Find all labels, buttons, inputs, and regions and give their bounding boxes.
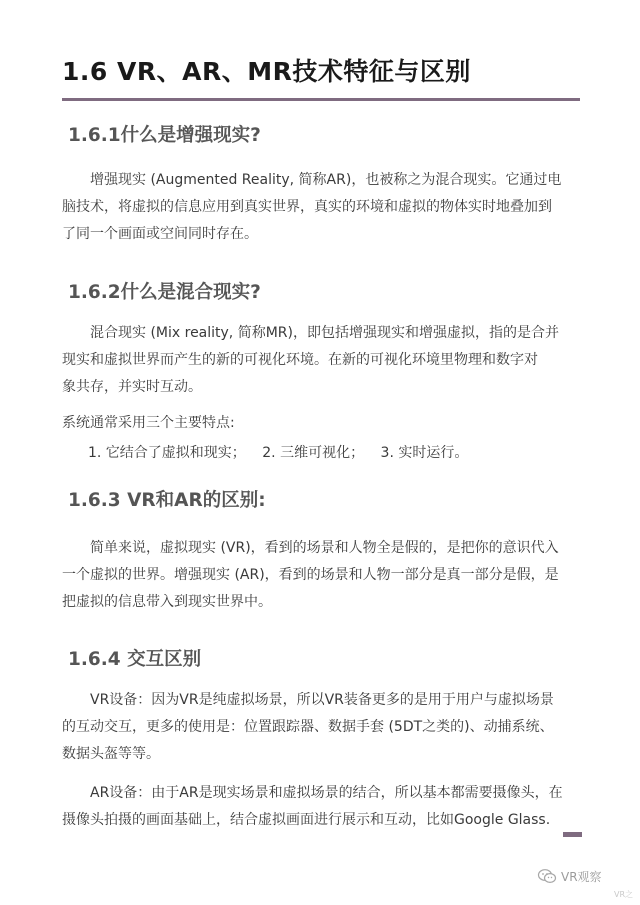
watermark-text: VR观察 (561, 869, 602, 884)
section-paragraph-1-6-3 (62, 535, 592, 616)
paragraph-line: 象共存，并实时互动。 (62, 379, 202, 395)
section-paragraph-1-6-1 (62, 167, 592, 248)
title-block (62, 54, 582, 90)
feature-item: 2. 三维可视化； (262, 445, 365, 461)
paragraph-line: 了同一个画面或空间同时存在。 (62, 226, 258, 242)
section-paragraph-1-6-2 (62, 320, 592, 401)
section-heading-1-6-2: 1.6.2什么是混合现实? (68, 282, 261, 303)
paragraph-line: 脑技术，将虚拟的信息应用到真实世界，真实的环境和虚拟的物体实时地叠加到 (62, 199, 552, 215)
paragraph-line: AR设备：由于AR是现实场景和虚拟场景的结合，所以基本都需要摄像头，在 (90, 785, 563, 801)
title-underline (62, 98, 580, 101)
section-paragraph-ar-devices (62, 780, 592, 834)
paragraph-line: 数据头盔等等。 (62, 746, 160, 762)
corner-mark: VR之 (614, 890, 634, 899)
feature-item: 1. 它结合了虚拟和现实； (88, 445, 246, 461)
watermark (537, 867, 602, 885)
paragraph-line: VR设备：因为VR是纯虚拟场景，所以VR装备更多的是用于用户与虚拟场景 (90, 692, 554, 708)
section-heading-1-6-4: 1.6.4 交互区别 (68, 649, 202, 670)
paragraph-line: 增强现实 (Augmented Reality, 简称AR)，也被称之为混合现实。它通过电 (90, 172, 562, 188)
paragraph-line: 混合现实 (Mix reality, 简称MR)，即包括增强现实和增强虚拟，指的是合并 (90, 325, 559, 341)
paragraph-line: 现实和虚拟世界而产生的新的可视化环境。在新的可视化环境里物理和数字对 (62, 352, 538, 368)
section-heading-1-6-1: 1.6.1什么是增强现实? (68, 125, 261, 146)
page-title: 1.6 VR、AR、MR技术特征与区别 (62, 57, 471, 86)
features-intro: 系统通常采用三个主要特点: (62, 415, 235, 431)
features-list (88, 441, 480, 465)
paragraph-line: 把虚拟的信息带入到现实世界中。 (62, 594, 272, 610)
footer-accent-bar (563, 832, 582, 837)
paragraph-line: 简单来说，虚拟现实 (VR)，看到的场景和人物全是假的，是把你的意识代入 (90, 540, 559, 556)
wechat-icon (537, 868, 557, 884)
section-paragraph-vr-devices (62, 687, 592, 768)
feature-item: 3. 实时运行。 (380, 445, 469, 461)
paragraph-line: 摄像头拍摄的画面基础上，结合虚拟画面进行展示和互动，比如Google Glass. (62, 812, 551, 828)
paragraph-line: 的互动交互，更多的使用是：位置跟踪器、数据手套 (5DT之类的)、动捕系统、 (62, 719, 554, 735)
section-heading-1-6-3: 1.6.3 VR和AR的区别: (68, 490, 266, 511)
paragraph-line: 一个虚拟的世界。增强现实 (AR)，看到的场景和人物一部分是真一部分是假，是 (62, 567, 559, 583)
